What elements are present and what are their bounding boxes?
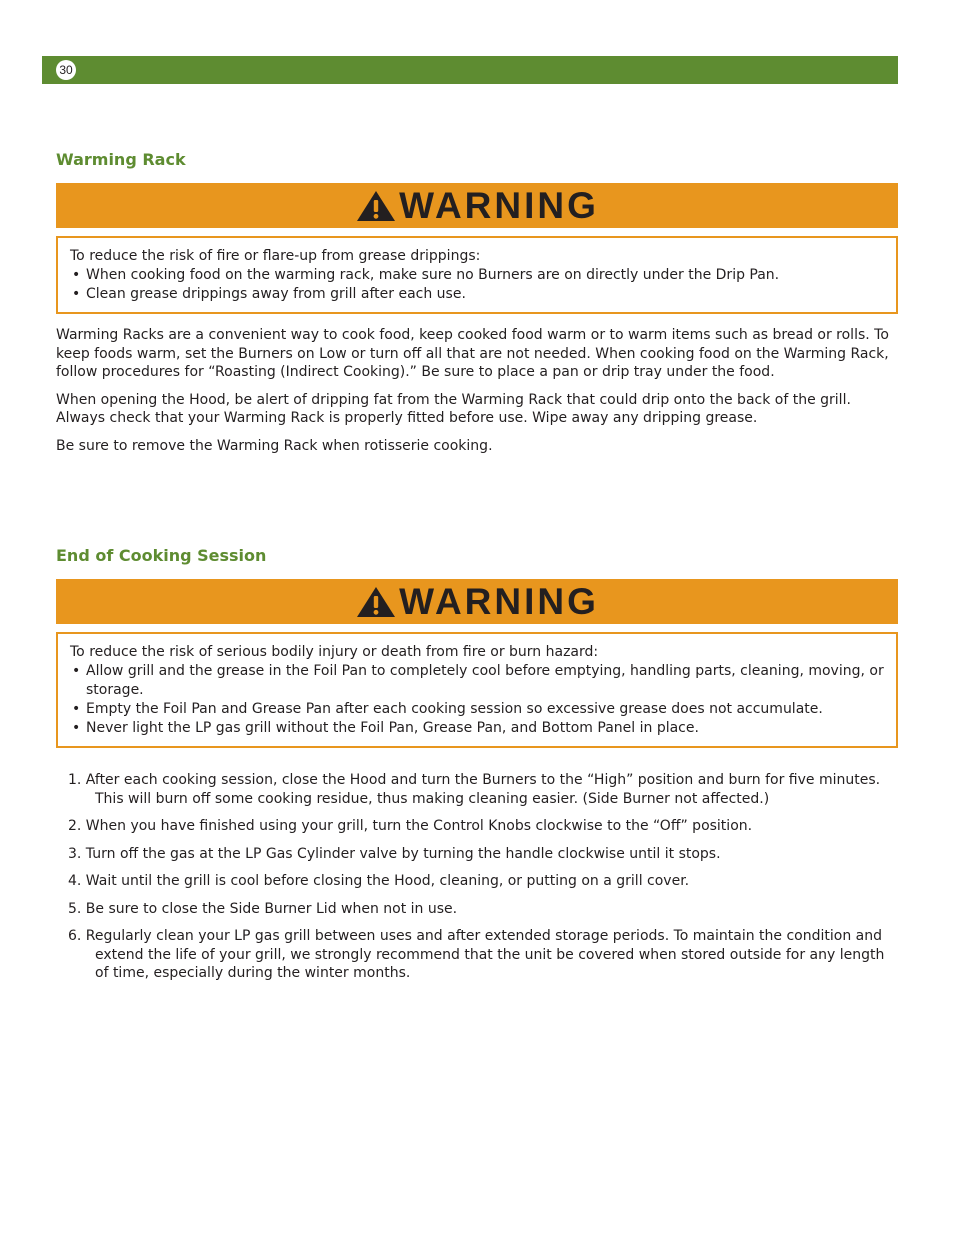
warning-intro: To reduce the risk of fire or flare-up from grease drippings: (70, 248, 481, 264)
paragraph: Warming Racks are a convenient way to cook food, keep cooked food warm or to warm items such as bread or rolls. To keep foods warm, set the Burners on Low or turn off all that are not needed. When cooking food on the Warming Rack, follow procedures for “Roasting (Indirect Cooking).” Be sure to place a pan or drip tray under the food. (56, 327, 889, 380)
warning-bullet: • When cooking food on the warming rack, make sure no Burners are on directly under the Drip Pan. (70, 266, 884, 285)
step-item: 2. When you have finished using your grill, turn the Control Knobs clockwise to the “Off” position. (68, 818, 753, 834)
step-item: 1. After each cooking session, close the Hood and turn the Burners to the “High” position and burn for five minutes. This will burn off some cooking residue, thus making cleaning easier. (Side Burner not affected.) (68, 772, 881, 807)
warning-title: WARNING (399, 581, 599, 622)
step-item: 4. Wait until the grill is cool before closing the Hood, cleaning, or putting on a grill cover. (68, 873, 690, 889)
section-heading-end-of-cooking-session: End of Cooking Session (56, 546, 267, 565)
warning-bullet: • Clean grease drippings away from grill after each use. (70, 285, 884, 304)
warning-bullet: • Empty the Foil Pan and Grease Pan after each cooking session so excessive grease does not accumulate. (70, 700, 884, 719)
warning-banner-end-of-session (56, 579, 898, 624)
warning-bullet: • Never light the LP gas grill without the Foil Pan, Grease Pan, and Bottom Panel in place. (70, 719, 884, 738)
page-number: 30 (56, 60, 76, 80)
warning-box-warming-rack (56, 236, 898, 314)
warning-bullet-list (70, 662, 884, 738)
warning-intro: To reduce the risk of serious bodily injury or death from fire or burn hazard: (70, 644, 599, 660)
warning-bullet-list (70, 266, 884, 304)
step-item: 3. Turn off the gas at the LP Gas Cylinder valve by turning the handle clockwise until it stops. (68, 845, 721, 862)
paragraph: When opening the Hood, be alert of dripping fat from the Warming Rack that could drip onto the back of the grill. Always check that your Warming Rack is properly fitted before use. Wipe away any dripping grease. (56, 391, 851, 426)
warning-title: WARNING (399, 185, 599, 226)
end-of-session-steps (68, 771, 890, 992)
step-item: 5. Be sure to close the Side Burner Lid when not in use. (68, 900, 458, 917)
warning-triangle-icon (355, 585, 397, 619)
page-header-bar (42, 56, 898, 84)
warning-banner-warming-rack (56, 183, 898, 228)
warning-box-end-of-session (56, 632, 898, 748)
warning-triangle-icon (355, 189, 397, 223)
warning-bullet: • Allow grill and the grease in the Foil Pan to completely cool before emptying, handling parts, cleaning, moving, or storage. (70, 662, 884, 700)
section-heading-warming-rack: Warming Rack (56, 150, 186, 169)
warming-rack-body (56, 326, 898, 464)
paragraph: Be sure to remove the Warming Rack when rotisserie cooking. (56, 437, 493, 454)
step-item: 6. Regularly clean your LP gas grill between uses and after extended storage periods. To maintain the condition and extend the life of your grill, we strongly recommend that the unit be covered when stored outside for any length of time, especially during the winter months. (68, 928, 885, 981)
